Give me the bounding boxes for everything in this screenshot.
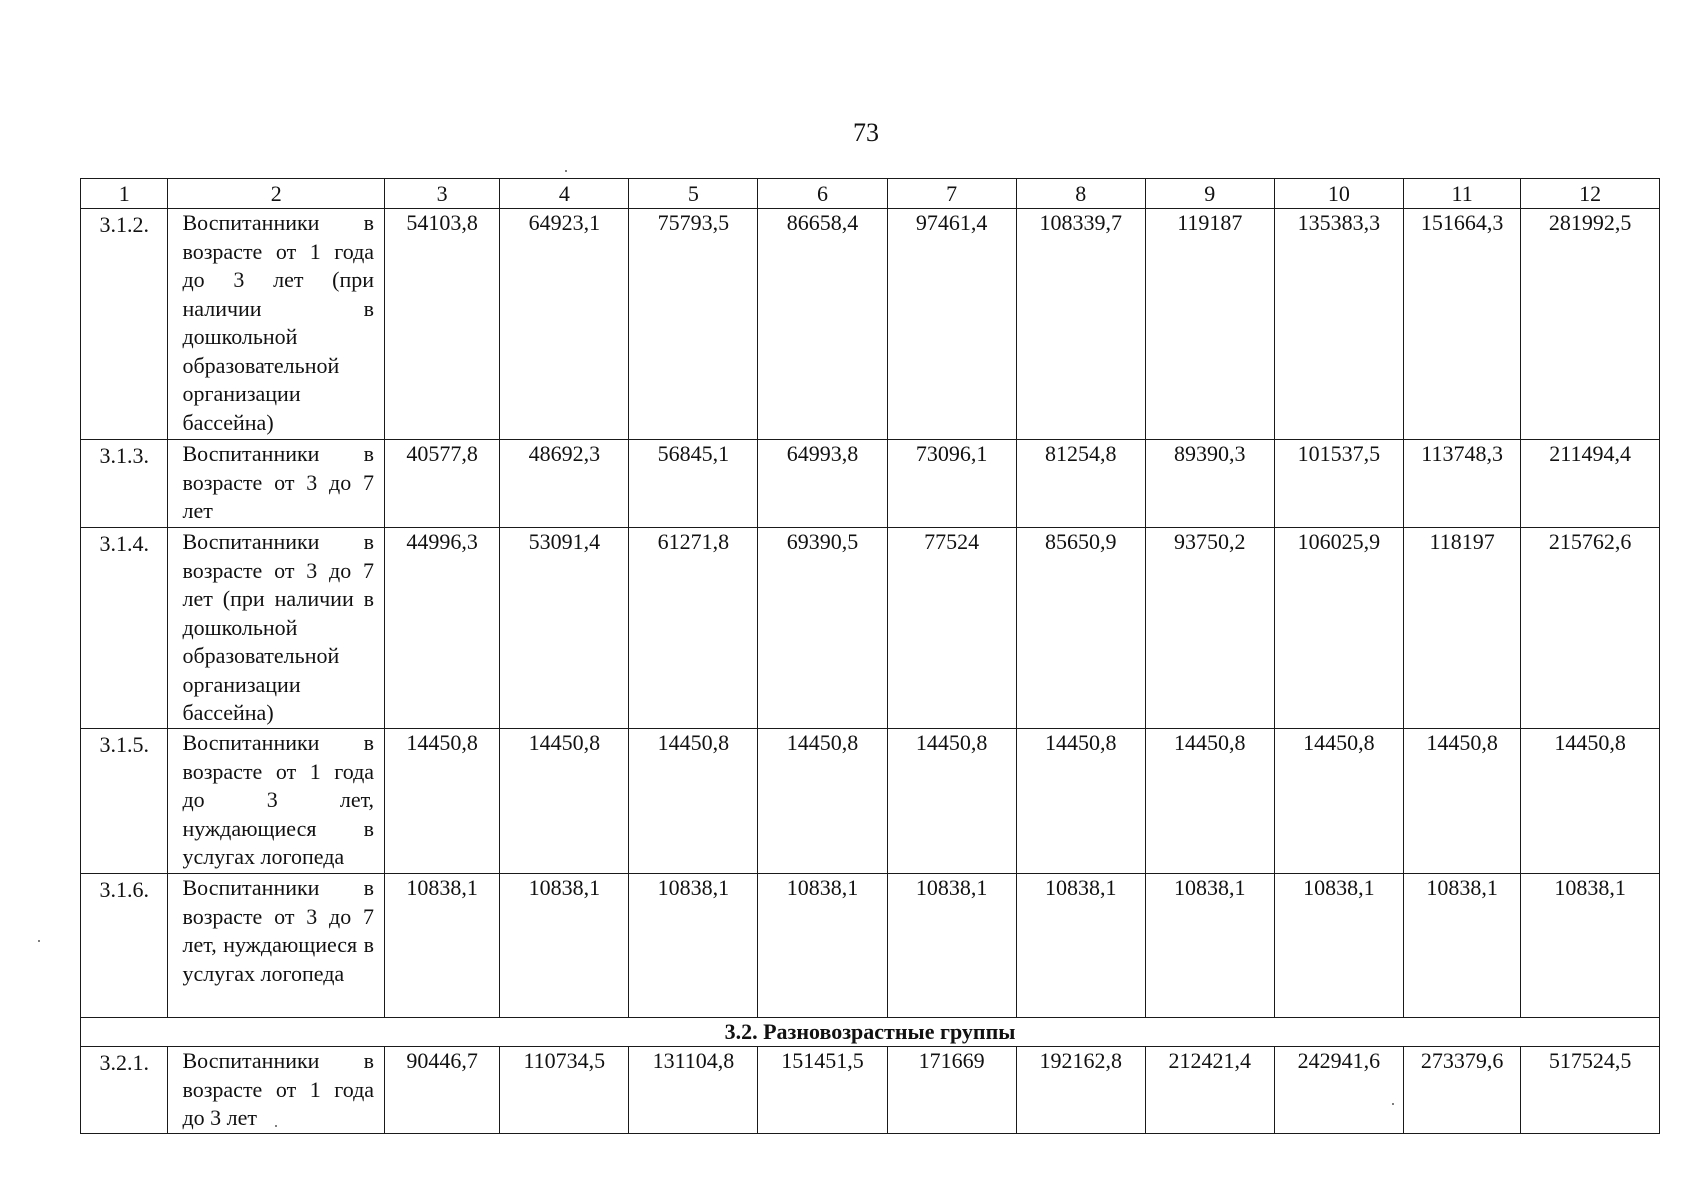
column-number: 7	[887, 179, 1016, 209]
row-code: 3.1.6.	[81, 874, 168, 1018]
scan-speck	[275, 1125, 277, 1127]
scan-speck	[1392, 1103, 1394, 1105]
tariff-table	[80, 178, 1660, 1134]
column-number: 8	[1016, 179, 1145, 209]
value-cell: 56845,1	[629, 440, 758, 528]
value-cell: 192162,8	[1016, 1047, 1145, 1134]
column-number: 2	[168, 179, 385, 209]
row-code: 3.1.2.	[81, 209, 168, 440]
value-cell: 85650,9	[1016, 528, 1145, 729]
scan-speck	[38, 940, 40, 942]
value-cell: 44996,3	[385, 528, 500, 729]
row-description: Воспитанники в возрасте от 1 года до 3 лет	[168, 1047, 385, 1134]
value-cell: 10838,1	[629, 874, 758, 1018]
value-cell: 90446,7	[385, 1047, 500, 1134]
value-cell: 10838,1	[1274, 874, 1403, 1018]
value-cell: 242941,6	[1274, 1047, 1403, 1134]
value-cell: 69390,5	[758, 528, 887, 729]
value-cell: 106025,9	[1274, 528, 1403, 729]
value-cell: 48692,3	[500, 440, 629, 528]
value-cell: 151451,5	[758, 1047, 887, 1134]
table-row	[81, 440, 1660, 528]
value-cell: 151664,3	[1403, 209, 1520, 440]
row-description: Воспитанники в возрасте от 3 до 7 лет (при наличии в дошкольной образовательной организации бассейна)	[168, 528, 385, 729]
row-code: 3.1.4.	[81, 528, 168, 729]
value-cell: 113748,3	[1403, 440, 1520, 528]
value-cell: 135383,3	[1274, 209, 1403, 440]
row-code: 3.1.3.	[81, 440, 168, 528]
column-number: 6	[758, 179, 887, 209]
row-description: Воспитанники в возрасте от 1 года до 3 лет, нуждающиеся в услугах логопеда	[168, 729, 385, 874]
column-number: 11	[1403, 179, 1520, 209]
value-cell: 14450,8	[1403, 729, 1520, 874]
value-cell: 75793,5	[629, 209, 758, 440]
value-cell: 81254,8	[1016, 440, 1145, 528]
table-row	[81, 1047, 1660, 1134]
value-cell: 211494,4	[1521, 440, 1660, 528]
page-number: 73	[853, 118, 879, 147]
row-description: Воспитанники в возрасте от 3 до 7 лет	[168, 440, 385, 528]
value-cell: 10838,1	[758, 874, 887, 1018]
row-code: 3.2.1.	[81, 1047, 168, 1134]
value-cell: 97461,4	[887, 209, 1016, 440]
value-cell: 10838,1	[1145, 874, 1274, 1018]
value-cell: 119187	[1145, 209, 1274, 440]
value-cell: 89390,3	[1145, 440, 1274, 528]
value-cell: 93750,2	[1145, 528, 1274, 729]
value-cell: 14450,8	[1521, 729, 1660, 874]
row-description: Воспитанники в возрасте от 3 до 7 лет, нуждающиеся в услугах логопеда	[168, 874, 385, 1018]
column-number: 1	[81, 179, 168, 209]
value-cell: 10838,1	[500, 874, 629, 1018]
column-number-row	[81, 179, 1660, 209]
value-cell: 54103,8	[385, 209, 500, 440]
value-cell: 10838,1	[385, 874, 500, 1018]
table-row	[81, 729, 1660, 874]
column-number: 9	[1145, 179, 1274, 209]
value-cell: 14450,8	[500, 729, 629, 874]
value-cell: 14450,8	[1145, 729, 1274, 874]
value-cell: 10838,1	[887, 874, 1016, 1018]
value-cell: 64993,8	[758, 440, 887, 528]
value-cell: 118197	[1403, 528, 1520, 729]
value-cell: 77524	[887, 528, 1016, 729]
value-cell: 14450,8	[385, 729, 500, 874]
value-cell: 14450,8	[1274, 729, 1403, 874]
section-header-row	[81, 1018, 1660, 1047]
column-number: 3	[385, 179, 500, 209]
value-cell: 73096,1	[887, 440, 1016, 528]
value-cell: 212421,4	[1145, 1047, 1274, 1134]
table-row	[81, 874, 1660, 1018]
value-cell: 281992,5	[1521, 209, 1660, 440]
column-number: 4	[500, 179, 629, 209]
value-cell: 14450,8	[1016, 729, 1145, 874]
value-cell: 64923,1	[500, 209, 629, 440]
table-row	[81, 528, 1660, 729]
value-cell: 14450,8	[629, 729, 758, 874]
row-description: Воспитанники в возрасте от 1 года до 3 лет (при наличии в дошкольной образовательной организации бассейна)	[168, 209, 385, 440]
scan-speck	[565, 170, 567, 172]
value-cell: 517524,5	[1521, 1047, 1660, 1134]
value-cell: 61271,8	[629, 528, 758, 729]
value-cell: 171669	[887, 1047, 1016, 1134]
value-cell: 14450,8	[887, 729, 1016, 874]
value-cell: 10838,1	[1016, 874, 1145, 1018]
row-code: 3.1.5.	[81, 729, 168, 874]
column-number: 10	[1274, 179, 1403, 209]
value-cell: 40577,8	[385, 440, 500, 528]
section-title: 3.2. Разновозрастные группы	[81, 1018, 1660, 1047]
table-row	[81, 209, 1660, 440]
column-number: 12	[1521, 179, 1660, 209]
value-cell: 215762,6	[1521, 528, 1660, 729]
value-cell: 131104,8	[629, 1047, 758, 1134]
value-cell: 101537,5	[1274, 440, 1403, 528]
value-cell: 53091,4	[500, 528, 629, 729]
value-cell: 10838,1	[1403, 874, 1520, 1018]
column-number: 5	[629, 179, 758, 209]
value-cell: 10838,1	[1521, 874, 1660, 1018]
value-cell: 86658,4	[758, 209, 887, 440]
value-cell: 273379,6	[1403, 1047, 1520, 1134]
value-cell: 14450,8	[758, 729, 887, 874]
value-cell: 108339,7	[1016, 209, 1145, 440]
value-cell: 110734,5	[500, 1047, 629, 1134]
